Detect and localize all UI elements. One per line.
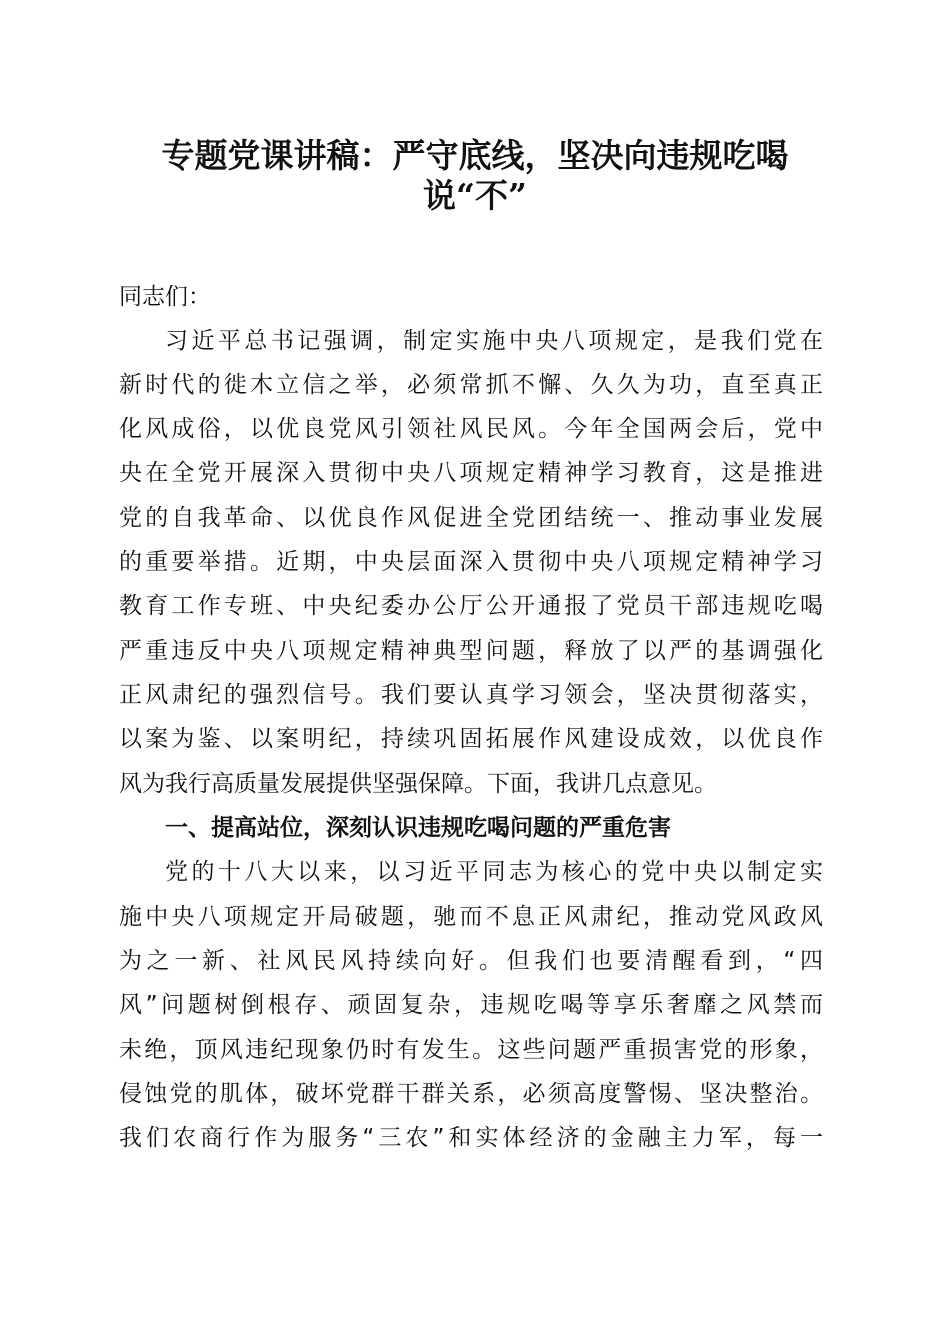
paragraph-line: 为之一新、社风民风持续向好。但我们也要清醒看到，“四 [119, 948, 823, 974]
document-title-line-1: 专题党课讲稿：严守底线，坚决向违规吃喝 [161, 136, 789, 175]
paragraph-line: 教育工作专班、中央纪委办公厅公开通报了党员干部违规吃喝 [119, 593, 823, 619]
paragraph-line: 党的十八大以来，以习近平同志为核心的党中央以制定实 [165, 859, 823, 885]
paragraph-line: 风为我行高质量发展提供坚强保障。下面，我讲几点意见。 [119, 771, 717, 797]
paragraph-line: 我们农商行作为服务“三农”和实体经济的金融主力军，每一 [119, 1125, 823, 1151]
paragraph-line: 新时代的徙木立信之举，必须常抓不懈、久久为功，直至真正 [119, 372, 823, 398]
paragraph-line: 未绝，顶风违纪现象仍时有发生。这些问题严重损害党的形象， [119, 1037, 823, 1063]
paragraph-line: 以案为鉴、以案明纪，持续巩固拓展作风建设成效，以优良作 [119, 726, 823, 752]
paragraph-line: 习近平总书记强调，制定实施中央八项规定，是我们党在 [165, 328, 823, 354]
paragraph-line: 侵蚀党的肌体，破坏党群干群关系，必须高度警惕、坚决整治。 [119, 1081, 823, 1107]
document-title-line-2: 说“不” [423, 176, 527, 215]
paragraph-line: 正风肃纪的强烈信号。我们要认真学习领会，坚决贯彻落实， [119, 682, 823, 708]
section-heading: 一、提高站位，深刻认识违规吃喝问题的严重危害 [165, 815, 671, 841]
paragraph-line: 严重违反中央八项规定精神典型问题，释放了以严的基调强化 [119, 638, 823, 664]
paragraph-line: 风”问题树倒根存、顽固复杂，违规吃喝等享乐奢靡之风禁而 [119, 992, 823, 1018]
paragraph-line: 央在全党开展深入贯彻中央八项规定精神学习教育，这是推进 [119, 460, 823, 486]
paragraph-line: 化风成俗，以优良党风引领社风民风。今年全国两会后，党中 [119, 416, 823, 442]
paragraph-line: 施中央八项规定开局破题，驰而不息正风肃纪，推动党风政风 [119, 904, 823, 930]
paragraph-line: 的重要举措。近期，中央层面深入贯彻中央八项规定精神学习 [119, 549, 823, 575]
salutation: 同志们： [119, 284, 211, 310]
paragraph-line: 党的自我革命、以优良作风促进全党团结统一、推动事业发展 [119, 505, 823, 531]
